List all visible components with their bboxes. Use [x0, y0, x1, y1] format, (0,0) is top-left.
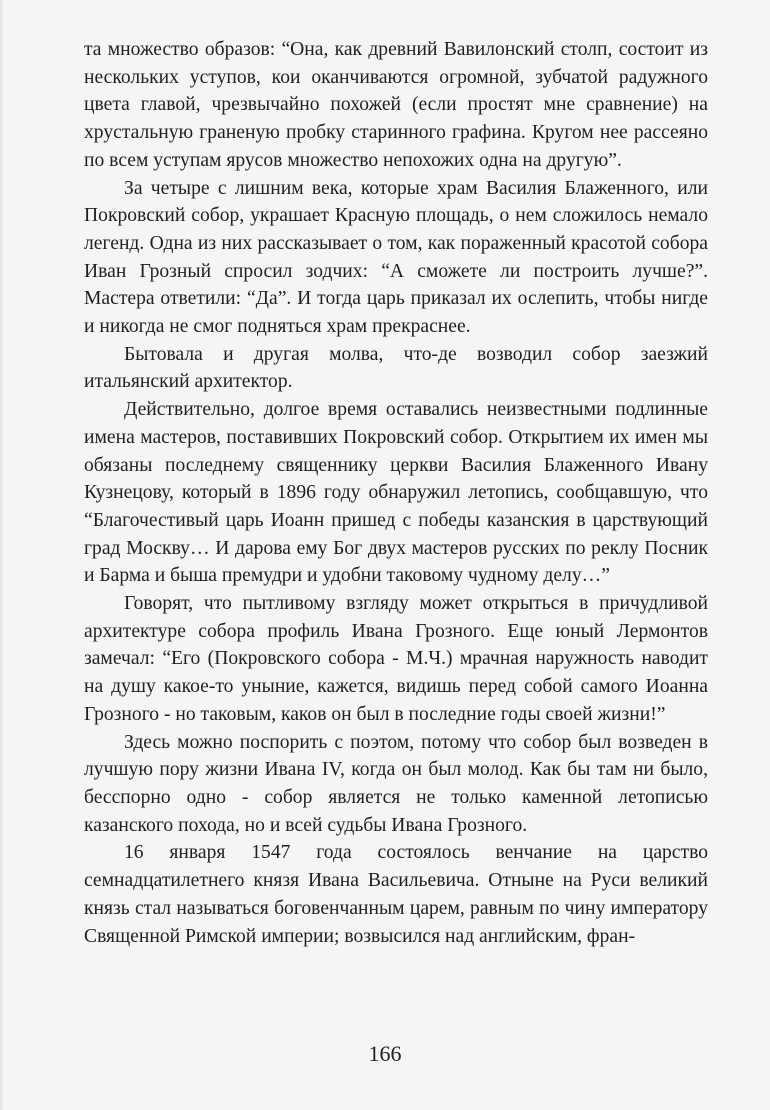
paragraph: За четыре с лишним века, которые храм Василия Блаженного, или Покровский собор, украшает Красную площадь, о нем сложилось немало легенд. Одна из них рассказывает о том, как пораженный красотой собора Иван Грозный спросил зодчих: “А сможете ли построить лучше?”. Мастера ответили: “Да”. И тогда царь приказал их ослепить, чтобы нигде и никогда не смог подняться храм прекраснее. [84, 177, 708, 338]
document-page [84, 36, 708, 1076]
page-edge-shadow [0, 0, 4, 1110]
paragraph-continued: та множество образов: “Она, как древний Вавилонский столп, состоит из нескольких уступов, кои оканчиваются огромной, зубчатой радужного цвета главой, чрезвычайно похожей (если простят мне сравнение) на хрустальную граненую пробку старинного графина. Кругом нее рассеяно по всем уступам ярусов множество непохожих одна на другую”. [84, 39, 708, 171]
paragraph: 16 января 1547 года состоялось венчание на царство семнадцатилетнего князя Ивана Васильевича. Отныне на Руси великий князь стал называться боговенчанным царем, равным по чину императору Священной Римской империи; возвысился над английским, фран- [84, 842, 708, 947]
paragraph: Здесь можно поспорить с поэтом, потому что собор был возведен в лучшую пору жизни Ивана IV, когда он был молод. Как бы там ни было, бесспорно одно - собор является не только каменной летописью казанского похода, но и всей судьбы Ивана Грозного. [84, 731, 708, 836]
paragraph: Говорят, что пытливому взгляду может открыться в причудливой архитектуре собора профиль Ивана Грозного. Еще юный Лермонтов замечал: “Его (Покровского собора - М.Ч.) мрачная наружность наводит на душу какое-то уныние, кажется, видишь перед собой самого Иоанна Грозного - но таковым, каков он был в последние годы своей жизни!” [84, 593, 708, 725]
body-text [84, 36, 708, 950]
page-number: 166 [368, 1041, 402, 1066]
paragraph: Действительно, долгое время оставались неизвестными подлинные имена мастеров, поставивших Покровский собор. Открытием их имен мы обязаны последнему священнику церкви Василия Блаженного Ивану Кузнецову, который в 1896 году обнаружил летопись, сообщавшую, что “Благочестивый царь Иоанн пришед с победы казанския в царствующий град Москву… И дарова ему Бог двух мастеров русских по реклу Посник и Барма и быша премудри и удобни таковому чудному делу…” [84, 399, 708, 587]
paragraph: Бытовала и другая молва, что-де возводил собор заезжий итальянский архитектор. [84, 343, 708, 393]
